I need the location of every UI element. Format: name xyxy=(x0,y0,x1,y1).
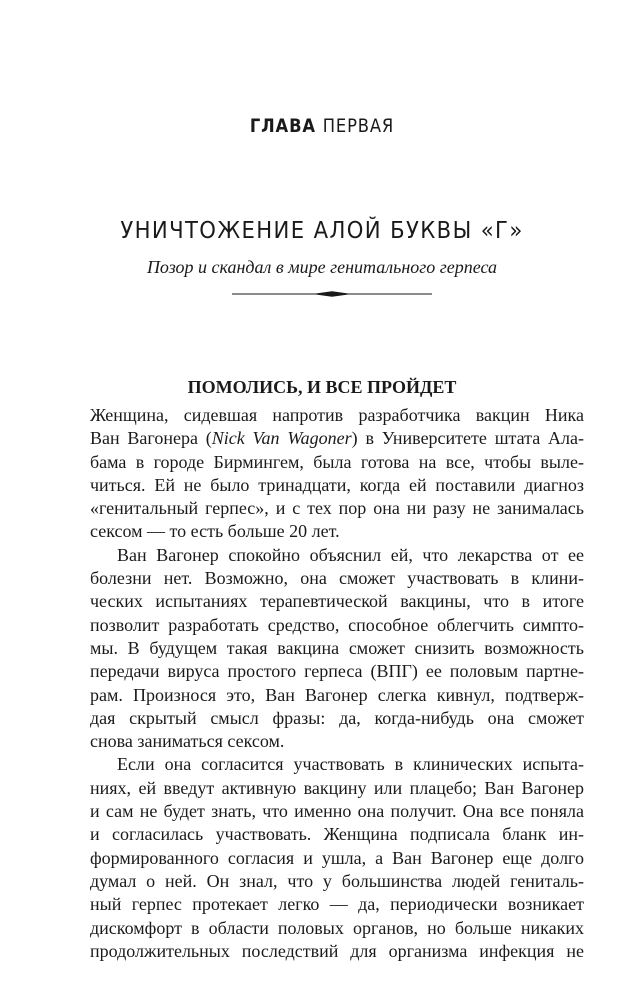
text-line: Если она согласится участвовать в клинических испыта- xyxy=(117,754,584,775)
text-line xyxy=(90,427,584,450)
text-fragment-italic: Nick Van Wagoner xyxy=(211,428,352,449)
text-line: бама в городе Бирмингем, была готова на все, чтобы выле- xyxy=(90,451,584,472)
text-line: мы. В будущем такая вакцина сможет снизить возможность xyxy=(90,637,584,658)
text-line: и сам не будет знать, что именно она получит. Она все поняла xyxy=(90,801,584,822)
text-line: «генитальный герпес», и с тех пор она ни разу не занималась xyxy=(90,498,584,519)
text-line: Женщина, сидевшая напротив разработчика вакцин Ника xyxy=(90,405,584,425)
text-line: продолжительных последствий для организма инфекция не xyxy=(90,940,584,961)
text-line: сексом — то есть больше 20 лет. xyxy=(90,521,340,542)
text-line: позволит разработать средство, способное облегчить симпто- xyxy=(90,614,584,635)
chapter-title: УНИЧТОЖЕНИЕ АЛОЙ БУКВЫ «Г» xyxy=(120,218,524,244)
text-fragment: Ван Вагонера ( xyxy=(90,428,212,449)
chapter-subtitle: Позор и скандал в мире генитального герпеса xyxy=(146,257,498,277)
body-text xyxy=(90,404,584,963)
text-line: болезни нет. Возможно, она сможет участвовать в клини- xyxy=(90,568,584,589)
text-line: ниях, ей введут активную вакцину или плацебо; Ван Вагонер xyxy=(90,777,584,798)
text-line: читься. Ей не было тринадцати, когда ей поставили диагноз xyxy=(90,474,584,495)
text-line: ческих испытаниях терапевтической вакцины, что в итоге xyxy=(90,591,584,612)
text-line: дискомфорт в области половых органов, но больше никаких xyxy=(90,917,584,938)
text-line: рам. Произнося это, Ван Вагонер слегка кивнул, подтверж- xyxy=(90,684,584,705)
chapter-label-ordinal: ПЕРВАЯ xyxy=(322,115,395,137)
text-fragment: ) в Университете штата Ала- xyxy=(351,428,584,449)
text-line: ный герпес протекает легко — да, периодически возникает xyxy=(90,894,584,915)
divider-ornament xyxy=(232,287,432,301)
text-line: снова заниматься сексом. xyxy=(90,731,285,752)
text-line: формированного согласия и ушла, а Ван Вагонер еще долго xyxy=(90,847,584,868)
section-heading: ПОМОЛИСЬ, И ВСЕ ПРОЙДЕТ xyxy=(187,377,457,397)
text-line: дая скрытый смысл фразы: да, когда-нибудь она сможет xyxy=(90,707,584,728)
chapter-label-word: ГЛАВА xyxy=(249,115,316,137)
text-line: думал о ней. Он знал, что у большинства людей гениталь- xyxy=(90,870,584,891)
text-line: передачи вируса простого герпеса (ВПГ) ее половым партне- xyxy=(90,661,584,682)
chapter-label xyxy=(45,114,599,138)
text-line: и согласилась участвовать. Женщина подписала бланк ин- xyxy=(90,824,584,845)
text-line: Ван Вагонер спокойно объяснил ей, что лекарства от ее xyxy=(117,544,584,565)
